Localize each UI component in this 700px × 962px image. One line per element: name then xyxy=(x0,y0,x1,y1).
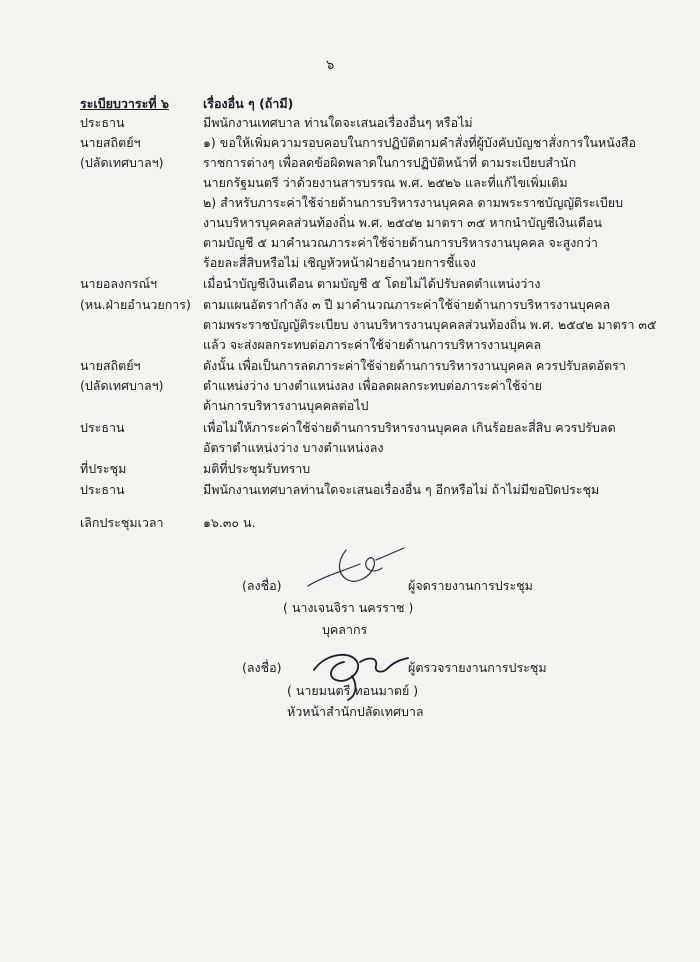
handwritten-signature-1 xyxy=(300,538,420,598)
minutes-line: งานบริหารบุคคลส่วนท้องถิ่น พ.ศ. ๒๕๔๒ มาตรา ๓๕ หากนำบัญชีเงินเดือน xyxy=(203,215,603,230)
speaker-label: นายสถิตย์ฯ xyxy=(80,135,141,150)
minutes-line: ตำแหน่งว่าง บางตำแหน่งลง เพื่อลดผลกระทบต่อภาระค่าใช้จ่าย xyxy=(203,378,542,393)
speaker-position-label: (ปลัดเทศบาลฯ) xyxy=(80,378,164,393)
speaker-label: ประธาน xyxy=(80,420,125,435)
minutes-line: ด้านการบริหารงานบุคคลต่อไป xyxy=(203,398,369,413)
speaker-label: ประธาน xyxy=(80,115,125,130)
minutes-line: ตามพระราชบัญญัติระเบียบ งานบริหารงานบุคคลส่วนท้องถิ่น พ.ศ. ๒๕๔๒ มาตรา ๓๕ xyxy=(203,317,657,332)
speaker-position-label: (หน.ฝ่ายอำนวยการ) xyxy=(80,297,191,312)
agenda-heading-label: ระเบียบวาระที่ ๖ xyxy=(80,96,169,111)
minutes-line: ตามแผนอัตรากำลัง ๓ ปี มาคำนวณภาระค่าใช้จ่ายด้านการบริหารงานบุคคล xyxy=(203,297,611,312)
sign-label: (ลงชื่อ) xyxy=(242,660,282,675)
signatory-position: บุคลากร xyxy=(322,622,368,637)
signatory-name: ( นายมนตรี ทอนมาตย์ ) xyxy=(287,683,419,698)
page-number: ๖ xyxy=(326,58,335,73)
signatory-name: ( นางเจนจิรา นครราช ) xyxy=(283,600,414,615)
minutes-line: มีพนักงานเทศบาล ท่านใดจะเสนอเรื่องอื่นๆ หรือไม่ xyxy=(203,115,473,130)
agenda-heading-text: เรื่องอื่น ๆ (ถ้ามี) xyxy=(203,96,294,111)
minutes-line: ราชการต่างๆ เพื่อลดข้อผิดพลาดในการปฏิบัติหน้าที่ ตามระเบียบสำนัก xyxy=(203,155,577,170)
signature-role: ผู้จดรายงานการประชุม xyxy=(408,578,533,593)
minutes-line: ๑) ขอให้เพิ่มความรอบคอบในการปฏิบัติตามคำสั่งที่ผู้บังคับบัญชาสั่งการในหนังสือ xyxy=(203,135,637,150)
minutes-line: แล้ว จะส่งผลกระทบต่อภาระค่าใช้จ่ายด้านการบริหารงานบุคคล xyxy=(203,337,542,352)
closing-time: ๑๖.๓๐ น. xyxy=(203,515,256,530)
signature-role: ผู้ตรวจรายงานการประชุม xyxy=(408,660,547,675)
speaker-label: นายอลงกรณ์ฯ xyxy=(80,276,158,291)
speaker-position-label: (ปลัดเทศบาลฯ) xyxy=(80,155,164,170)
minutes-line: เมื่อนำบัญชีเงินเดือน ตามบัญชี ๕ โดยไม่ได้ปรับลดตำแหน่งว่าง xyxy=(203,276,541,291)
signatory-position: หัวหน้าสำนักปลัดเทศบาล xyxy=(287,704,424,719)
minutes-line: ตามบัญชี ๕ มาคำนวณภาระค่าใช้จ่ายด้านการบริหารงานบุคคล จะสูงกว่า xyxy=(203,235,598,250)
speaker-label: นายสถิตย์ฯ xyxy=(80,358,141,373)
closing-label: เลิกประชุมเวลา xyxy=(80,515,164,530)
minutes-line: ๒) สำหรับภาระค่าใช้จ่ายด้านการบริหารงานบุคคล ตามพระราชบัญญัติระเบียบ xyxy=(203,195,624,210)
speaker-label: ประธาน xyxy=(80,482,125,497)
minutes-line: ดังนั้น เพื่อเป็นการลดภาระค่าใช้จ่ายด้านการบริหารงานบุคคล ควรปรับลดอัตรา xyxy=(203,358,626,373)
minutes-line: เพื่อไม่ให้ภาระค่าใช้จ่ายด้านการบริหารงานบุคคล เกินร้อยละสี่สิบ ควรปรับลด xyxy=(203,420,616,435)
sign-label: (ลงชื่อ) xyxy=(242,578,282,593)
minutes-line: ร้อยละสี่สิบหรือไม่ เชิญหัวหน้าฝ่ายอำนวยการชี้แจง xyxy=(203,255,476,270)
minutes-line: อัตราตำแหน่งว่าง บางตำแหน่งลง xyxy=(203,440,384,455)
minutes-line: นายกรัฐมนตรี ว่าด้วยงานสารบรรณ พ.ศ. ๒๕๒๖ และที่แก้ไขเพิ่มเติม xyxy=(203,175,568,190)
minutes-line: มติที่ประชุมรับทราบ xyxy=(203,461,311,476)
minutes-line: มีพนักงานเทศบาลท่านใดจะเสนอเรื่องอื่น ๆ อีกหรือไม่ ถ้าไม่มีขอปิดประชุม xyxy=(203,482,600,497)
speaker-label: ที่ประชุม xyxy=(80,461,127,476)
